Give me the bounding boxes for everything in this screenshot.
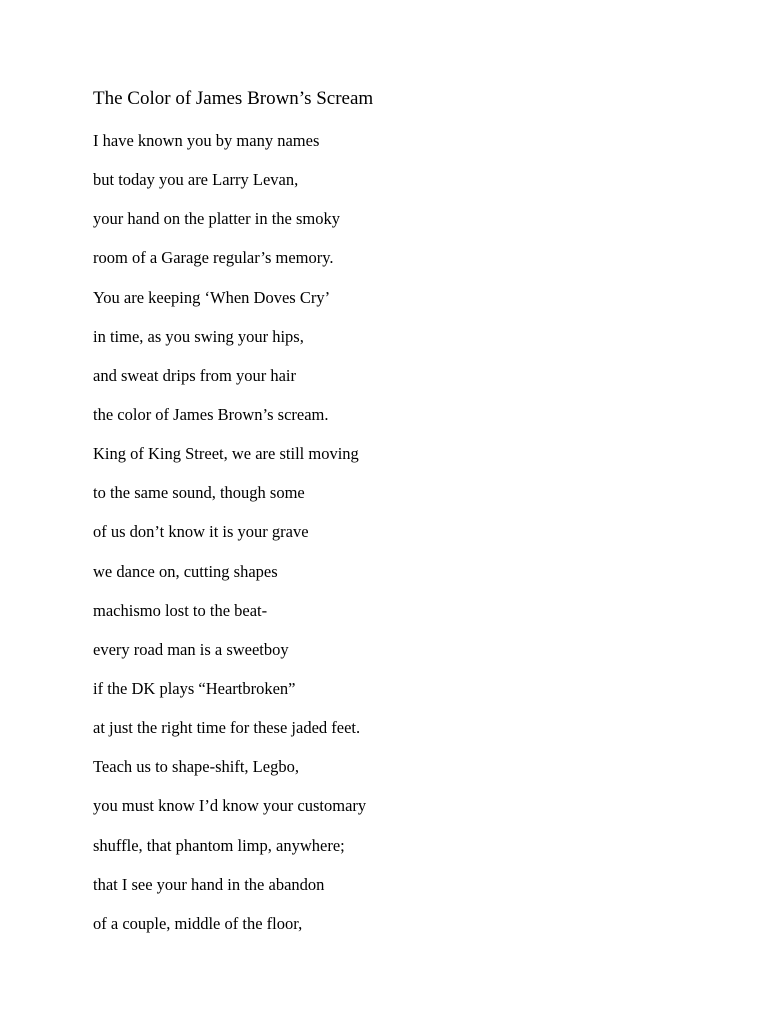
poem-line: room of a Garage regular’s memory. <box>93 248 334 268</box>
poem-line: at just the right time for these jaded feet. <box>93 718 361 738</box>
poem-line: You are keeping ‘When Doves Cry’ <box>93 287 331 307</box>
poem-line: if the DK plays “Heartbroken” <box>93 678 296 698</box>
poem-line: to the same sound, though some <box>93 483 305 503</box>
poem-line: you must know I’d know your customary <box>93 796 367 816</box>
poem-line: machismo lost to the beat- <box>93 600 268 620</box>
poem-line: Teach us to shape-shift, Legbo, <box>93 757 299 777</box>
poem-line: in time, as you swing your hips, <box>93 326 304 346</box>
poem-line: but today you are Larry Levan, <box>93 170 299 190</box>
poem-line: we dance on, cutting shapes <box>93 561 278 581</box>
poem-line: shuffle, that phantom limp, anywhere; <box>93 835 345 855</box>
poem-line: of a couple, middle of the floor, <box>93 913 303 933</box>
poem-line: King of King Street, we are still moving <box>93 444 359 464</box>
poem-line: of us don’t know it is your grave <box>93 522 309 542</box>
poem-line: the color of James Brown’s scream. <box>93 404 329 424</box>
poem-line: that I see your hand in the abandon <box>93 874 325 894</box>
poem-line: your hand on the platter in the smoky <box>93 209 340 229</box>
poem-line: and sweat drips from your hair <box>93 365 296 385</box>
poem-line: I have known you by many names <box>93 131 320 150</box>
poem-title: The Color of James Brown’s Scream <box>93 88 374 109</box>
poem-line: every road man is a sweetboy <box>93 639 289 659</box>
poem-body <box>93 130 366 952</box>
